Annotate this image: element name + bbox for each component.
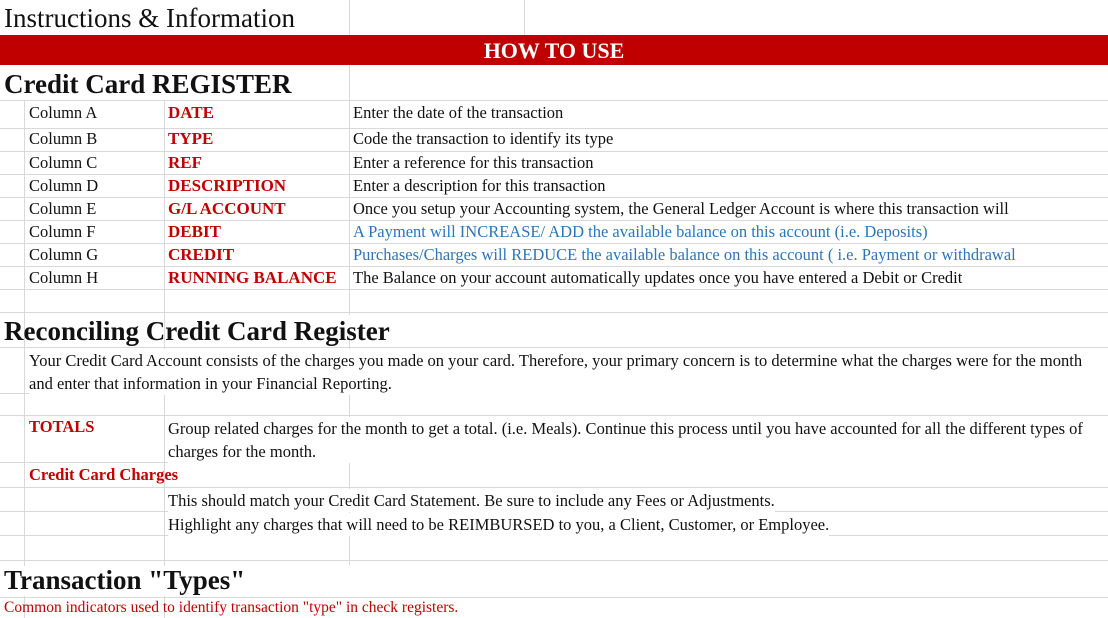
field-description: Enter a reference for this transaction	[353, 153, 594, 172]
types-note: Common indicators used to identify transaction "type" in check registers.	[4, 599, 459, 616]
field-description: Purchases/Charges will REDUCE the available balance on this account ( i.e. Payment or withdrawal	[353, 245, 1016, 264]
field-description: Once you setup your Accounting system, the General Ledger Account is where this transaction will	[353, 199, 1009, 218]
field-name: G/L ACCOUNT	[168, 199, 286, 218]
field-description: Enter the date of the transaction	[353, 103, 564, 122]
grid-line	[0, 243, 1108, 244]
column-label: Column C	[29, 153, 98, 172]
grid-line	[0, 174, 1108, 175]
grid-line	[24, 100, 25, 618]
sheet-title: Instructions & Information	[4, 3, 295, 33]
charges-line-2: Highlight any charges that will need to be REIMBURSED to you, a Client, Customer, or Employee.	[168, 515, 830, 534]
grid-line	[0, 560, 1108, 561]
grid-line	[0, 597, 1108, 598]
field-description: The Balance on your account automatically updates once you have entered a Debit or Credit	[353, 268, 963, 287]
credit-card-charges-label: Credit Card Charges	[29, 465, 179, 484]
register-heading: Credit Card REGISTER	[4, 69, 292, 99]
banner-label: HOW TO USE	[483, 38, 625, 63]
column-label: Column A	[29, 103, 98, 122]
totals-text: Group related charges for the month to get a total. (i.e. Meals). Continue this process until you have accounted for all the different types of charges for the month.	[168, 417, 1108, 463]
reconciling-intro: Your Credit Card Account consists of the charges you made on your card. Therefore, your primary concern is to determine what the charges were for the month and enter that information in your Financial Reporting.	[29, 349, 1108, 395]
grid-line	[0, 220, 1108, 221]
grid-line	[0, 100, 1108, 101]
field-name: RUNNING BALANCE	[168, 268, 337, 287]
column-label: Column B	[29, 129, 98, 148]
reconciling-heading: Reconciling Credit Card Register	[4, 316, 390, 346]
grid-line	[0, 487, 1108, 488]
grid-line	[524, 0, 525, 35]
grid-line	[0, 197, 1108, 198]
column-label: Column G	[29, 245, 99, 264]
column-label: Column E	[29, 199, 97, 218]
field-name: REF	[168, 153, 202, 172]
field-name: DESCRIPTION	[168, 176, 287, 195]
grid-line	[0, 347, 1108, 348]
column-label: Column H	[29, 268, 99, 287]
field-name: CREDIT	[168, 245, 235, 264]
grid-line	[0, 151, 1108, 152]
grid-line	[0, 415, 1108, 416]
field-name: TYPE	[168, 129, 214, 148]
grid-line	[349, 65, 350, 315]
column-label: Column F	[29, 222, 96, 241]
types-heading: Transaction "Types"	[4, 565, 246, 595]
grid-line	[0, 312, 1108, 313]
grid-line	[0, 266, 1108, 267]
how-to-use-banner	[0, 35, 1108, 65]
field-description: A Payment will INCREASE/ ADD the available balance on this account (i.e. Deposits)	[353, 222, 928, 241]
grid-line	[349, 0, 350, 35]
charges-line-1: This should match your Credit Card Statement. Be sure to include any Fees or Adjustments.	[168, 491, 775, 510]
column-label: Column D	[29, 176, 99, 195]
field-description: Code the transaction to identify its type	[353, 129, 614, 148]
grid-line	[0, 289, 1108, 290]
field-name: DATE	[168, 103, 214, 122]
totals-label: TOTALS	[29, 417, 95, 436]
field-description: Enter a description for this transaction	[353, 176, 606, 195]
field-name: DEBIT	[168, 222, 221, 241]
